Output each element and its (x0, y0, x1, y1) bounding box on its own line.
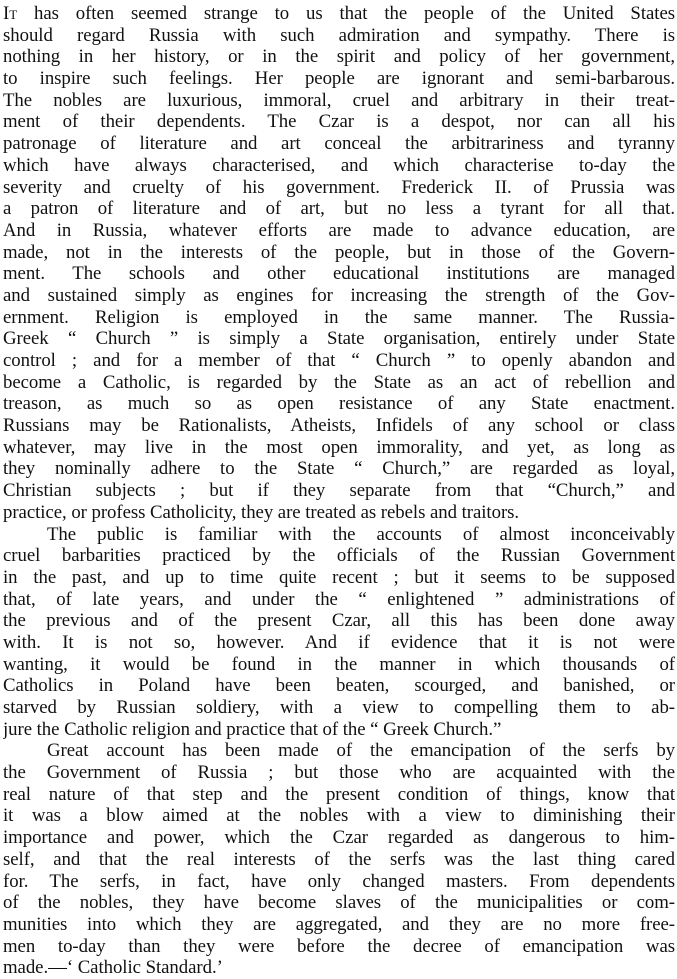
text-line: to inspire such feelings. Her people are ignorant and semi-barbarous. (3, 68, 675, 90)
text-line: severity and cruelty of his government. Frederick II. of Prussia was (3, 176, 675, 198)
text-line: Catholics in Poland have been beaten, scourged, and banished, or (3, 675, 675, 697)
text-line: starved by Russian soldiery, with a view to compelling them to ab- (3, 697, 675, 718)
text-line: control ; and for a member of that “ Church ” to openly abandon and (3, 350, 675, 371)
text-line: munities into which they are aggregated, and they are no more free- (3, 913, 675, 935)
text-line: men to-day than they were before the decree of emancipation was (3, 935, 675, 957)
text-line (3, 3, 675, 25)
text-line: become a Catholic, is regarded by the State as an act of rebellion and (3, 371, 675, 393)
opening-small-caps: It (3, 3, 18, 24)
text-line: patronage of literature and art conceal the arbitrariness and tyranny (3, 133, 675, 155)
text-line: in the past, and up to time quite recent ; but it seems to be supposed (3, 566, 675, 588)
text-line: cruel barbarities practiced by the officials of the Russian Government (3, 545, 675, 567)
text-line: Christian subjects ; but if they separate from that “Church,” and (3, 480, 675, 502)
text-line: they nominally adhere to the State “ Church,” are regarded as loyal, (3, 458, 675, 480)
article-page (3, 3, 675, 979)
text-line: real nature of that step and the present condition of things, know that (3, 783, 675, 805)
text-line: the Government of Russia ; but those who are acquainted with the (3, 762, 675, 784)
text-line: ment. The schools and other educational institutions are managed (3, 263, 675, 285)
text-line: should regard Russia with such admiration and sympathy. There is (3, 24, 675, 46)
text-line: Greek “ Church ” is simply a State organisation, entirely under State (3, 328, 675, 350)
text-line: which have always characterised, and which characterise to-day the (3, 154, 675, 176)
text-line: ment of their dependents. The Czar is a despot, nor can all his (3, 111, 675, 133)
text-line: treason, as much so as open resistance of any State enactment. (3, 393, 675, 415)
text-line: whatever, may live in the most open immorality, and yet, as long as (3, 436, 675, 458)
text-line: and sustained simply as engines for increasing the strength of the Gov- (3, 284, 675, 306)
text-line: ernment. Religion is employed in the same manner. The Russia- (3, 306, 675, 328)
paragraph-1 (3, 3, 675, 524)
text-line: jure the Catholic religion and practice that of the “ Greek Church.” (3, 718, 502, 740)
text-line: with. It is not so, however. And if evidence that it is not were (3, 631, 675, 653)
text-line: of the nobles, they have become slaves of the municipalities or com- (3, 892, 675, 914)
text-line: made, not in the interests of the people, but in those of the Govern- (3, 241, 675, 263)
text-line: The public is familiar with the accounts of almost inconceivably (47, 523, 675, 545)
text-line: that, of late years, and under the “ enlightened ” administrations of (3, 588, 675, 610)
text-line-content: has often seemed strange to us that the people of the United States (17, 3, 675, 24)
text-line: And in Russia, whatever efforts are made to advance education, are (3, 219, 675, 241)
text-line: importance and power, which the Czar regarded as dangerous to him- (3, 827, 675, 849)
text-line: the previous and of the present Czar, all this has been done away (3, 610, 675, 632)
text-line: The nobles are luxurious, immoral, cruel and arbitrary in their treat- (3, 89, 675, 111)
text-line: nothing in her history, or in the spirit and policy of her government, (3, 46, 675, 68)
text-line: Great account has been made of the emancipation of the serfs by (47, 740, 675, 762)
text-line: practice, or profess Catholicity, they are treated as rebels and traitors. (3, 501, 520, 523)
text-line: Russians may be Rationalists, Atheists, Infidels of any school or class (3, 415, 675, 437)
paragraph-2 (3, 524, 675, 741)
paragraph-3 (3, 740, 675, 979)
text-line: it was a blow aimed at the nobles with a view to diminishing their (3, 805, 675, 827)
text-line: made.—‘ Catholic Standard.’ (3, 957, 223, 979)
text-line: for. The serfs, in fact, have only changed masters. From dependents (3, 870, 675, 892)
text-line: self, and that the real interests of the serfs was the last thing cared (3, 848, 675, 870)
text-line: wanting, it would be found in the manner in which thousands of (3, 653, 675, 675)
text-line: a patron of literature and of art, but no less a tyrant for all that. (3, 198, 675, 220)
